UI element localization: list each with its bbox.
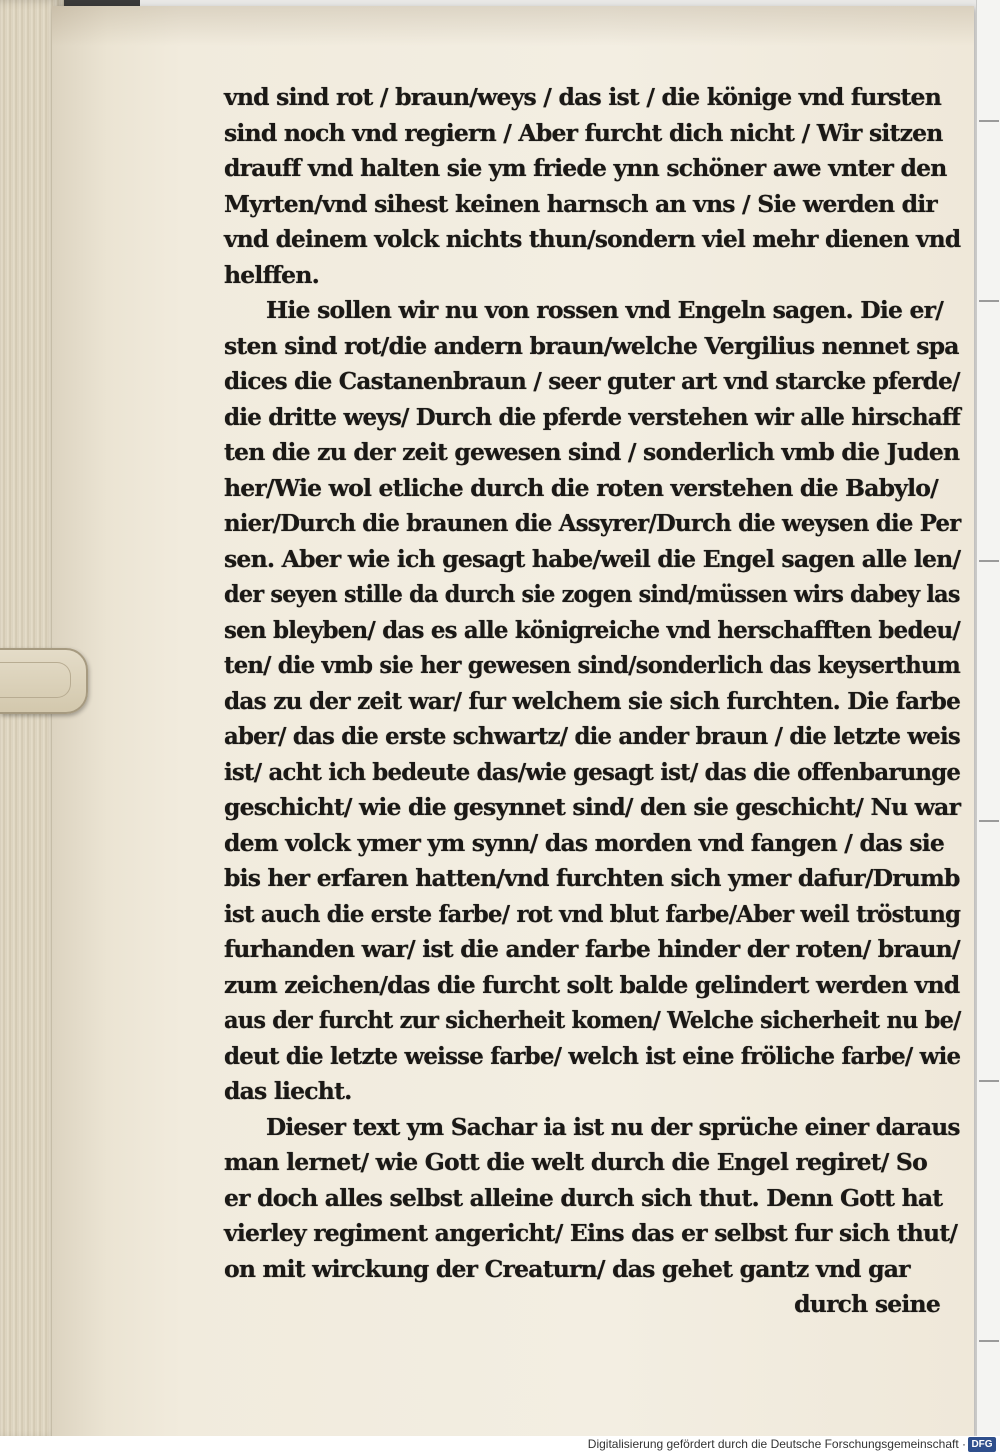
calibration-strip	[976, 0, 1000, 1436]
text-line: das zu der zeit war/ fur welchem sie sich furchten. Die farbe	[224, 686, 961, 715]
text-line: ten die zu der zeit gewesen sind / sonderlich vmb die Juden	[224, 438, 960, 466]
text-line: vierley regiment angericht/ Eins das er selbst fur sich thut/	[224, 1219, 958, 1247]
text-line: die dritte weys/ Durch die pferde verstehen wir alle hirschaff	[224, 402, 961, 431]
text-line: sen bleyben/ das es alle königreiche vnd herschafften bedeu/	[224, 615, 960, 644]
text-line: nier/Durch die braunen die Assyrer/Durch die weysen die Per	[224, 509, 961, 537]
dfg-logo: DFG	[968, 1437, 996, 1452]
text-line: man lernet/ wie Gott die welt durch die Engel regiret/ So	[224, 1148, 927, 1176]
page-clip-inner	[0, 662, 71, 698]
text-line: vnd deinem volck nichts thun/sondern viel mehr dienen vnd	[224, 225, 961, 253]
strip-mark	[979, 560, 999, 562]
strip-mark	[979, 1080, 999, 1082]
text-line: aus der furcht zur sicherheit komen/ Welche sicherheit nu be/	[224, 1006, 961, 1034]
text-line: drauff vnd halten sie ym friede ynn schöner awe vnter den	[224, 154, 947, 182]
page-text	[224, 80, 960, 1323]
text-line: zum zeichen/das die furcht solt balde gelindert werden vnd	[224, 970, 960, 999]
text-line: Hie sollen wir nu von rossen vnd Engeln sagen. Die er/	[266, 296, 944, 324]
text-line: sind noch vnd regiern / Aber furcht dich nicht / Wir sitzen	[224, 118, 943, 147]
text-line: geschicht/ wie die gesynnet sind/ den sie geschicht/ Nu war	[224, 793, 961, 821]
strip-mark	[979, 120, 999, 122]
strip-mark	[979, 820, 999, 822]
text-line: helffen.	[224, 260, 320, 289]
text-line: her/Wie wol etliche durch die roten verstehen die Babylo/	[224, 473, 938, 502]
text-line: bis her erfaren hatten/vnd furchten sich ymer dafur/Drumb	[224, 864, 960, 892]
page-top-shade	[52, 6, 974, 46]
text-line: vnd sind rot / braun/weys / das ist / die könige vnd fursten	[224, 83, 941, 111]
text-line: er doch alles selbst alleine durch sich thut. Denn Gott hat	[224, 1183, 943, 1212]
text-line: on mit wirckung der Creaturn/ das gehet gantz vnd gar	[224, 1254, 910, 1283]
text-line: deut die letzte weisse farbe/ welch ist eine fröliche farbe/ wie	[224, 1041, 961, 1070]
strip-mark	[979, 1340, 999, 1342]
text-line: ist auch die erste farbe/ rot vnd blut farbe/Aber weil tröstung	[224, 899, 961, 928]
text-line: sen. Aber wie ich gesagt habe/weil die Engel sagen alle len/	[224, 544, 961, 573]
text-line: dem volck ymer ym synn/ das morden vnd fangen / das sie	[224, 828, 945, 857]
text-line: ist/ acht ich bedeute das/wie gesagt ist/ das die offenbarunge	[224, 757, 961, 786]
footer-credit: Digitalisierung gefördert durch die Deutsche Forschungsgemeinschaft ·	[587, 1437, 966, 1451]
text-line: Dieser text ym Sachar ia ist nu der sprüche einer daraus	[266, 1112, 960, 1141]
text-line: Myrten/vnd sihest keinen harnsch an vns / Sie werden dir	[224, 189, 937, 218]
text-line: das liecht.	[224, 1077, 352, 1105]
catchword: durch seine	[794, 1290, 940, 1318]
strip-mark	[979, 300, 999, 302]
text-line: dices die Castanenbraun / seer guter art vnd starcke pferde/	[224, 367, 960, 395]
text-line: furhanden war/ ist die ander farbe hinder der roten/ braun/	[224, 935, 960, 963]
text-line: sten sind rot/die andern braun/welche Vergilius nennet spa	[224, 331, 959, 360]
text-line: ten/ die vmb sie her gewesen sind/sonderlich das keyserthum	[224, 651, 960, 679]
text-line: aber/ das die erste schwartz/ die ander braun / die letzte weis	[224, 722, 960, 750]
text-line: der seyen stille da durch sie zogen sind/müssen wirs dabey las	[224, 580, 960, 608]
